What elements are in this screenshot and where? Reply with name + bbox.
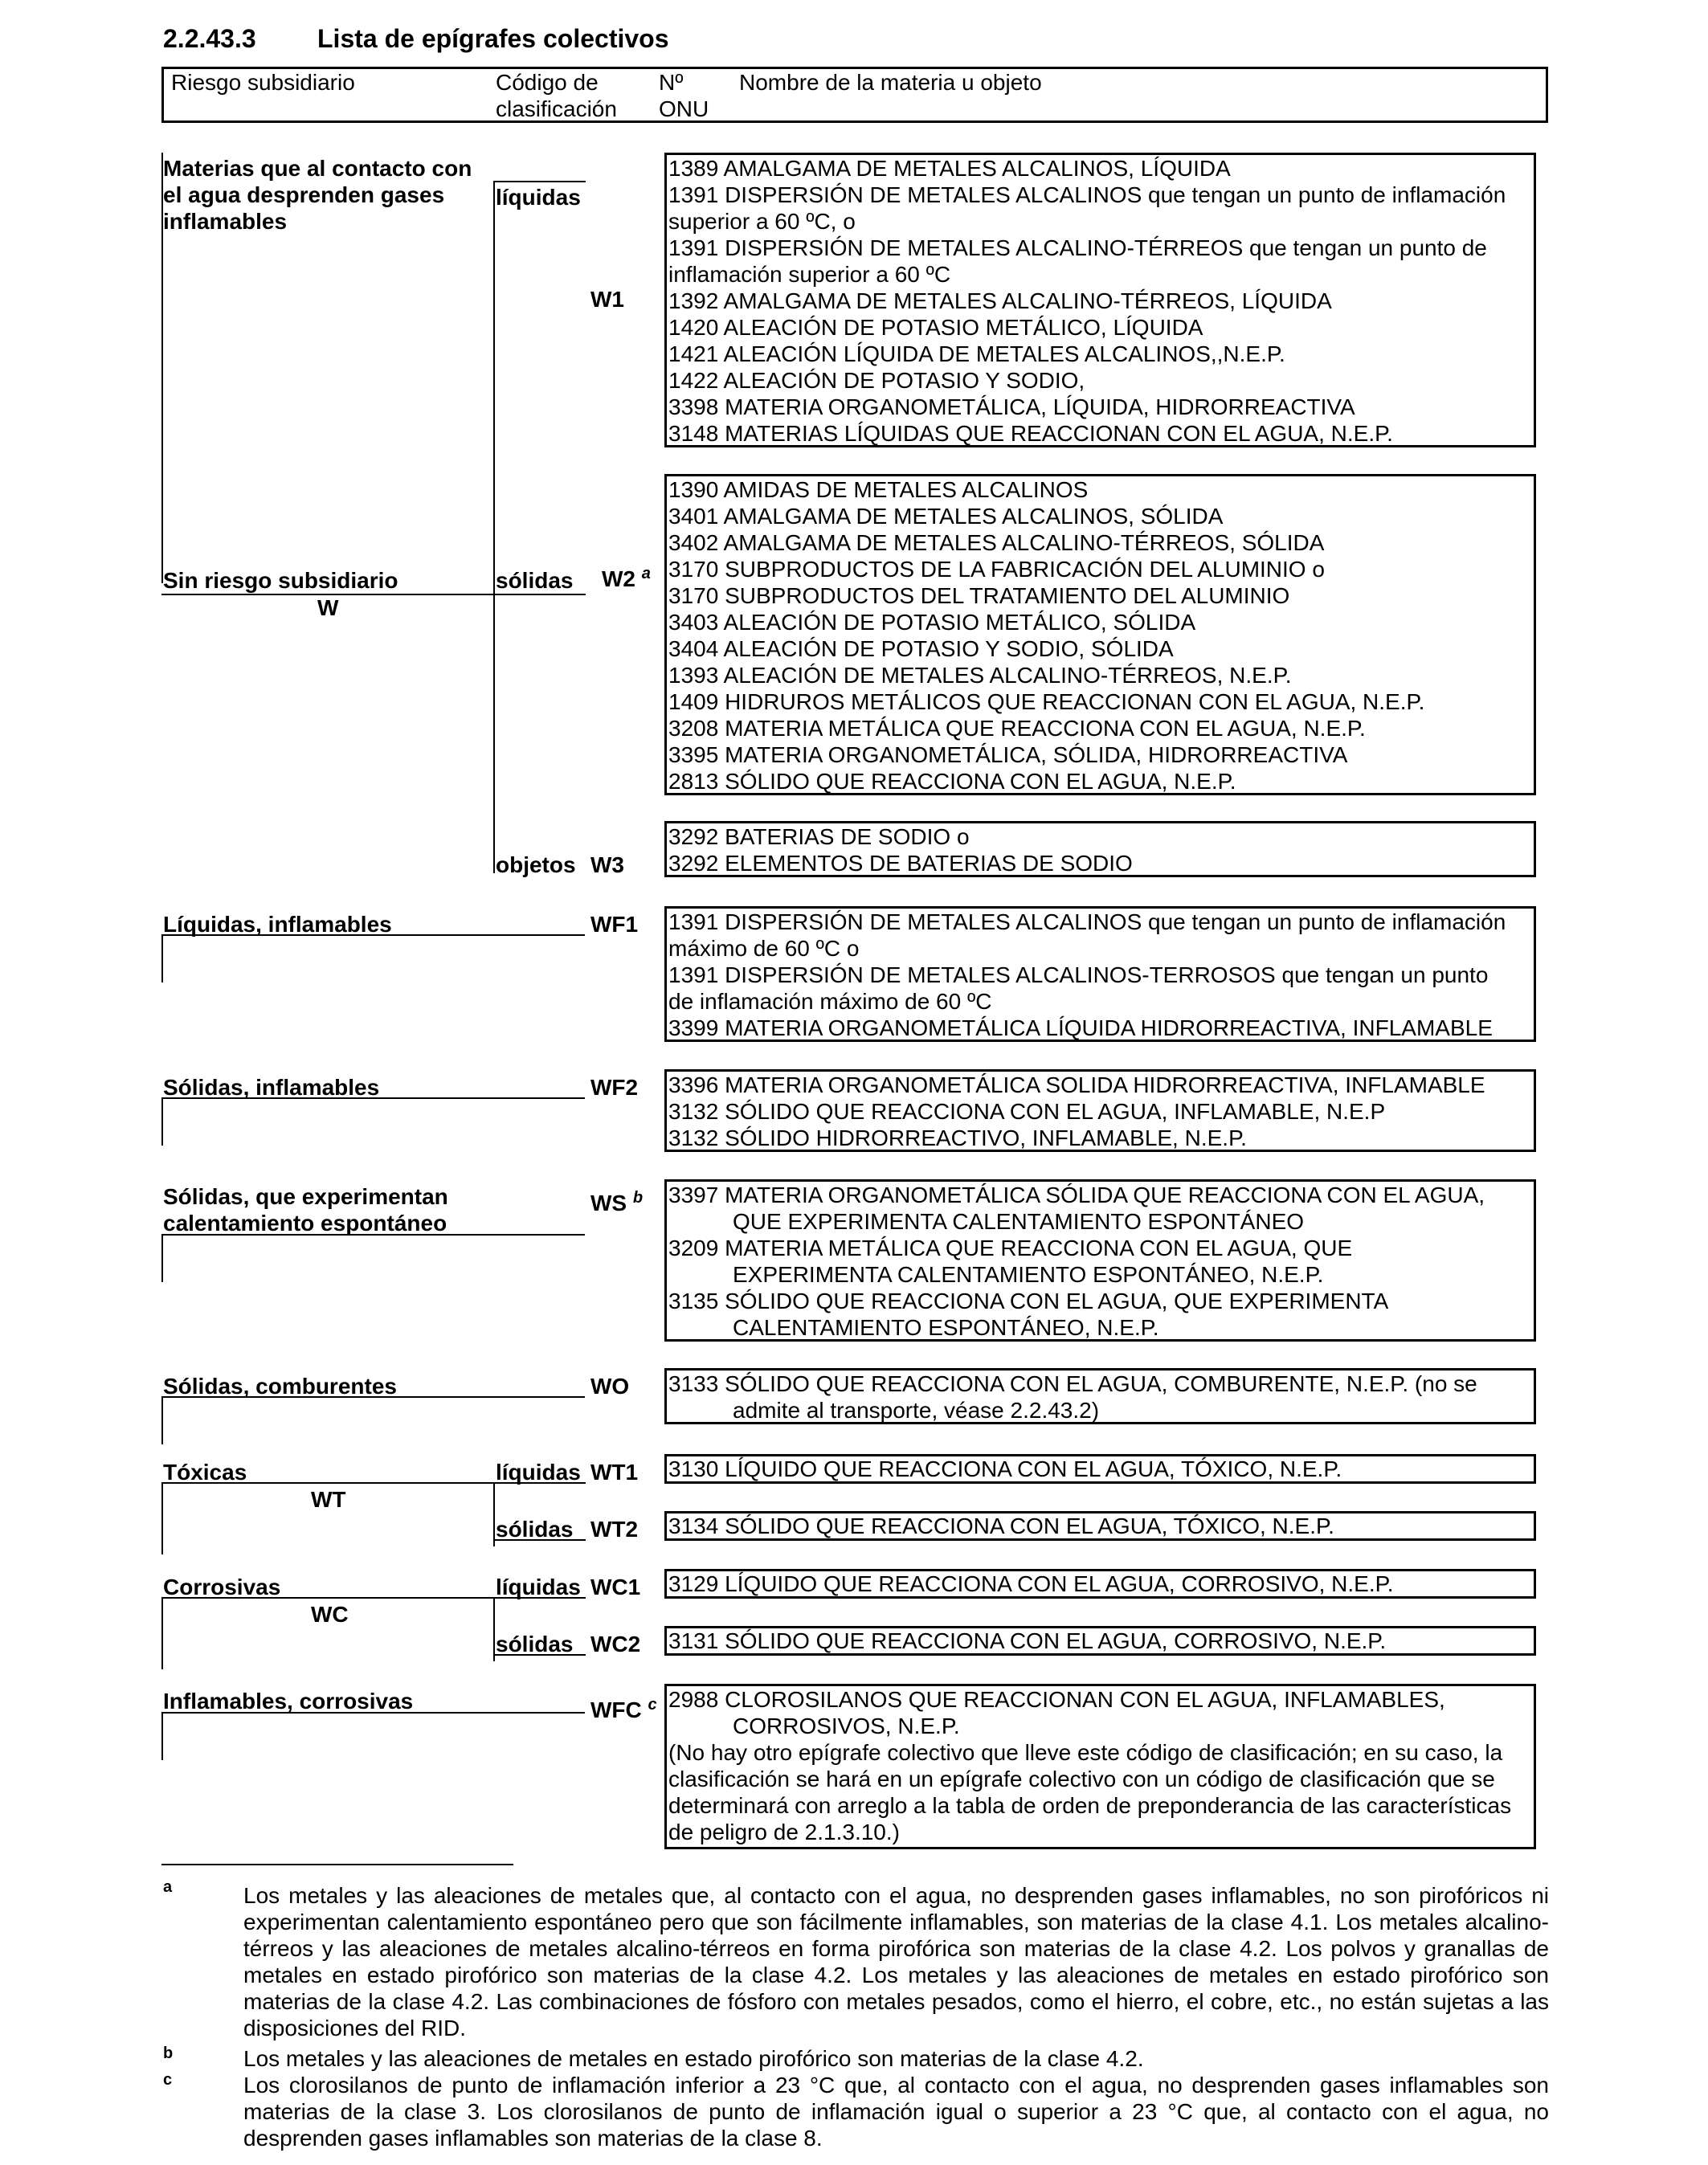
code-w1: W1 (590, 287, 624, 312)
label-objetos: objetos (496, 852, 576, 877)
footnote-b-text: Los metales y las aleaciones de metales en estado pirofórico son materias de la clase 4.2. (243, 2046, 1144, 2071)
w-title-line1: Materias que al contacto con (163, 156, 472, 181)
bracket-liquid-solid-objects (493, 181, 495, 873)
bracket-wfc-vert (161, 1712, 163, 1760)
entry-line: admite al transporte, véase 2.2.43.2) (733, 1398, 1100, 1423)
code-wfc-text: WFC (590, 1697, 642, 1722)
entry-line: 3404 ALEACIÓN DE POTASIO Y SODIO, SÓLIDA (668, 636, 1174, 661)
entry-line: 1389 AMALGAMA DE METALES ALCALINOS, LÍQUIDA (668, 156, 1231, 181)
code-wt2: WT2 (590, 1517, 639, 1542)
entry-line: 3292 ELEMENTOS DE BATERIAS DE SODIO (668, 851, 1133, 876)
code-wc1: WC1 (590, 1575, 641, 1599)
label-toxicas: Tóxicas (163, 1460, 247, 1485)
code-wt-group: WT (311, 1487, 346, 1512)
label-liquidas-inflamables: Líquidas, inflamables (163, 912, 392, 937)
entry-line: 2813 SÓLIDO QUE REACCIONA CON EL AGUA, N.E.P. (668, 769, 1236, 794)
entry-wt2: 3134 SÓLIDO QUE REACCIONA CON EL AGUA, TÓXICO, N.E.P. (668, 1513, 1334, 1538)
label-solidas-comburentes: Sólidas, comburentes (163, 1374, 397, 1399)
footnote-separator (161, 1864, 513, 1865)
entry-line: 3402 AMALGAMA DE METALES ALCALINO-TÉRREOS, SÓLIDA (668, 530, 1325, 555)
footnote-b-mark: b (163, 2044, 174, 2062)
entry-line: clasificación se hará en un epígrafe colectivo con un código de clasificación que se (668, 1767, 1495, 1791)
entry-line: 1391 DISPERSIÓN DE METALES ALCALINOS-TERROSOS que tengan un punto (668, 962, 1489, 987)
footnote-c-mark: c (163, 2071, 173, 2089)
code-ws-text: WS (590, 1191, 627, 1215)
entry-wc2: 3131 SÓLIDO QUE REACCIONA CON EL AGUA, CORROSIVO, N.E.P. (668, 1628, 1387, 1653)
footnote-ref-b: b (632, 1189, 644, 1207)
footnote-a-text: Los metales y las aleaciones de metales que, al contacto con el agua, no desprenden gases inflamables, no son pirofóricos ni experimentan calentamiento espontáneo pero que son fácilmente inflamables, son materias de la clase 4.1. Los metales alcalino-térreos y las aleaciones de metales alcalino-térreos en forma pirofórica son materias de la clase 4.2. Los polvos y granallas de metales en estado pirofórico son materias de la clase 4.2. Los metales y las aleaciones de metales en estado pirofórico son materias de la clase 4.2. Las combinaciones de fósforo con metales pesados, como el hierro, el cobre, etc., no están sujetas a las disposiciones del RID. (243, 1883, 1549, 2040)
bracket-wt-vert (161, 1482, 163, 1554)
code-wc-group: WC (311, 1602, 349, 1627)
code-w2-text: W2 (602, 566, 635, 591)
code-wfc (590, 1697, 657, 1723)
label-solidas-inflamables: Sólidas, inflamables (163, 1075, 380, 1100)
entry-line: 1422 ALEACIÓN DE POTASIO Y SODIO, (668, 368, 1085, 393)
entry-line: 3398 MATERIA ORGANOMETÁLICA, LÍQUIDA, HIDRORREACTIVA (668, 394, 1355, 419)
entry-line: EXPERIMENTA CALENTAMIENTO ESPONTÁNEO, N.E.P. (733, 1262, 1324, 1287)
header-code-l1: Código de (496, 70, 599, 95)
entry-line: 1391 DISPERSIÓN DE METALES ALCALINO-TÉRREOS que tengan un punto de (668, 235, 1487, 260)
label-sin-riesgo: Sin riesgo subsidiario (163, 568, 398, 593)
entry-line: máximo de 60 ºC o (668, 936, 860, 961)
entry-line: 3170 SUBPRODUCTOS DEL TRATAMIENTO DEL ALUMINIO (668, 583, 1290, 608)
entry-line: 3403 ALEACIÓN DE POTASIO METÁLICO, SÓLIDA (668, 610, 1196, 635)
header-un-l1: Nº (659, 70, 684, 95)
bracket-liquidas-top (493, 181, 586, 182)
section-number: 2.2.43.3 (163, 24, 256, 53)
footnote-ref-c: c (648, 1696, 657, 1714)
section-title: Lista de epígrafes colectivos (317, 24, 669, 53)
entry-line: 3132 SÓLIDO HIDRORREACTIVO, INFLAMABLE, N.E.P. (668, 1125, 1247, 1150)
code-wo: WO (590, 1374, 630, 1399)
entries-wf1 (667, 909, 1506, 1041)
entry-line: 1392 AMALGAMA DE METALES ALCALINO-TÉRREOS, LÍQUIDA (668, 288, 1332, 313)
label-ws-line2: calentamiento espontáneo (163, 1211, 447, 1236)
code-wf2: WF2 (590, 1075, 639, 1100)
entry-line: 3395 MATERIA ORGANOMETÁLICA, SÓLIDA, HIDRORREACTIVA (668, 742, 1348, 767)
bracket-wf1-vert (161, 934, 163, 982)
label-inflamables-corrosivas: Inflamables, corrosivas (163, 1689, 414, 1714)
entry-line: 3133 SÓLIDO QUE REACCIONA CON EL AGUA, COMBURENTE, N.E.P. (no se (668, 1371, 1477, 1396)
entries-w3 (667, 823, 1133, 876)
code-w-group: W (317, 595, 339, 620)
code-w3: W3 (590, 852, 624, 877)
bracket-wc-inner-vert (493, 1597, 495, 1661)
entry-line: 3292 BATERIAS DE SODIO o (668, 824, 970, 849)
label-ws-line1: Sólidas, que experimentan (163, 1184, 448, 1209)
footnote-a-mark: a (163, 1878, 173, 1896)
entry-line: 3399 MATERIA ORGANOMETÁLICA LÍQUIDA HIDRORREACTIVA, INFLAMABLE (668, 1015, 1493, 1040)
entry-line: 1420 ALEACIÓN DE POTASIO METÁLICO, LÍQUIDA (668, 315, 1203, 340)
bracket-solidas-line (493, 594, 586, 595)
entry-wc1: 3129 LÍQUIDO QUE REACCIONA CON EL AGUA, CORROSIVO, N.E.P. (668, 1571, 1394, 1596)
bracket-wc-vert (161, 1597, 163, 1669)
entry-line: (No hay otro epígrafe colectivo que lleve este código de clasificación; en su caso, la (668, 1740, 1503, 1765)
header-risk: Riesgo subsidiario (171, 70, 355, 95)
bracket-wo-vert (161, 1396, 163, 1444)
entry-line: de peligro de 2.1.3.10.) (668, 1820, 900, 1844)
entry-line: 2988 CLOROSILANOS QUE REACCIONAN CON EL AGUA, INFLAMABLES, (668, 1687, 1445, 1712)
label-solidas-wc2: sólidas (496, 1632, 574, 1656)
header-code-l2: clasificación (496, 96, 617, 121)
footnote-c-text: Los clorosilanos de punto de inflamación inferior a 23 °C que, al contacto con el agua, no desprenden gases inflamables son materias de la clase 3. Los clorosilanos de punto de inflamación igual o superior a 23 °C que, al contacto con el agua, no desprenden gases inflamables son materias de la clase 8. (243, 2073, 1549, 2151)
label-liquidas-w1: líquidas (496, 185, 581, 210)
entry-line: 1390 AMIDAS DE METALES ALCALINOS (668, 477, 1089, 502)
w-title-line3: inflamables (163, 209, 288, 234)
code-wc2: WC2 (590, 1632, 641, 1656)
entry-line: 1391 DISPERSIÓN DE METALES ALCALINOS que tengan un punto de inflamación (668, 909, 1506, 934)
bracket-wt-inner-vert (493, 1482, 495, 1546)
entry-line: CALENTAMIENTO ESPONTÁNEO, N.E.P. (733, 1315, 1159, 1340)
entry-line: 3209 MATERIA METÁLICA QUE REACCIONA CON EL AGUA, QUE (668, 1236, 1353, 1260)
label-liquidas-wt1: líquidas (496, 1460, 581, 1485)
entries-ws (667, 1182, 1485, 1341)
header-un-l2: ONU (659, 96, 709, 121)
entry-line: 1393 ALEACIÓN DE METALES ALCALINO-TÉRREOS, N.E.P. (668, 663, 1292, 688)
entries-w1 (667, 155, 1506, 447)
entry-line: 3401 AMALGAMA DE METALES ALCALINOS, SÓLIDA (668, 504, 1224, 529)
entry-wt1: 3130 LÍQUIDO QUE REACCIONA CON EL AGUA, TÓXICO, N.E.P. (668, 1456, 1342, 1481)
label-solidas-w2: sólidas (496, 568, 574, 593)
entry-line: QUE EXPERIMENTA CALENTAMIENTO ESPONTÁNEO (733, 1209, 1305, 1234)
entry-line: inflamación superior a 60 ºC (668, 262, 951, 287)
entries-wo (667, 1370, 1477, 1424)
entry-line: 3170 SUBPRODUCTOS DE LA FABRICACIÓN DEL ALUMINIO o (668, 557, 1325, 582)
entries-w2 (667, 476, 1424, 795)
entry-line: 3148 MATERIAS LÍQUIDAS QUE REACCIONAN CON EL AGUA, N.E.P. (668, 421, 1393, 446)
entry-line: 3135 SÓLIDO QUE REACCIONA CON EL AGUA, QUE EXPERIMENTA (668, 1289, 1389, 1313)
code-ws (590, 1190, 643, 1216)
label-corrosivas: Corrosivas (163, 1575, 281, 1599)
header-name: Nombre de la materia u objeto (739, 70, 1042, 95)
entries-wfc (667, 1686, 1511, 1845)
entry-line: 3132 SÓLIDO QUE REACCIONA CON EL AGUA, INFLAMABLE, N.E.P (668, 1099, 1386, 1124)
label-solidas-wt2: sólidas (496, 1517, 574, 1542)
entry-line: 1391 DISPERSIÓN DE METALES ALCALINOS que tengan un punto de inflamación (668, 182, 1506, 207)
entries-wf2 (667, 1072, 1485, 1151)
entry-line: 3397 MATERIA ORGANOMETÁLICA SÓLIDA QUE REACCIONA CON EL AGUA, (668, 1183, 1485, 1207)
entry-line: 3396 MATERIA ORGANOMETÁLICA SOLIDA HIDRORREACTIVA, INFLAMABLE (668, 1072, 1485, 1097)
w-title-line2: el agua desprenden gases (163, 182, 445, 207)
code-w2 (602, 566, 651, 592)
entry-line: 3208 MATERIA METÁLICA QUE REACCIONA CON EL AGUA, N.E.P. (668, 716, 1366, 741)
bracket-wf2-vert (161, 1097, 163, 1146)
bracket-ws-vert (161, 1234, 163, 1282)
code-wf1: WF1 (590, 912, 639, 937)
entry-line: 1421 ALEACIÓN LÍQUIDA DE METALES ALCALINOS,,N.E.P. (668, 341, 1285, 366)
label-liquidas-wc1: líquidas (496, 1575, 581, 1599)
entry-line: 1409 HIDRUROS METÁLICOS QUE REACCIONAN CON EL AGUA, N.E.P. (668, 689, 1425, 714)
footnote-ref-a: a (641, 565, 651, 582)
entry-line: CORROSIVOS, N.E.P. (733, 1714, 960, 1738)
code-wt1: WT1 (590, 1460, 639, 1485)
entry-line: determinará con arreglo a la tabla de orden de preponderancia de las características (668, 1793, 1512, 1818)
entry-line: superior a 60 ºC, o (668, 209, 856, 234)
entry-line: de inflamación máximo de 60 ºC (668, 989, 992, 1014)
